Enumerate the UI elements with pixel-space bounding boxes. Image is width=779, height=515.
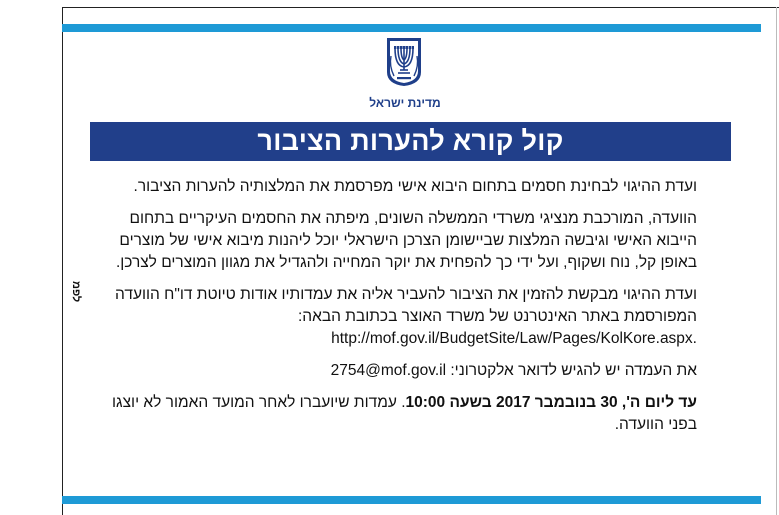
invitation-text: ועדת ההיגוי מבקשת להזמין את הציבור להעביר אליה את עמדותיו אודות טיוטת דו"ח הוועדה המפורסמת באתר האינטרנט של משרד האוצר בכתובת הבאה: [115,286,697,325]
paragraph-intro: ועדת ההיגוי לבחינת חסמים בתחום היבוא אישי מפרסמת את המלצותיה להערות הציבור. [133,178,697,195]
bottom-accent-bar [62,496,761,504]
paragraph-committee: הוועדה, המורכבת מנציגי משרדי הממשלה השונים, מיפתה את החסמים העיקריים בתחום הייבוא האישי וגיבשה המלצות שביישומן הצרכן הישראלי יוכל ליהנות מיבוא אישי של מוצרים באופן קל, נוח ושקוף, ועל ידי כך להפחית את יוקר המחייה ולהגדיל את מגוון המוצרים לצרכן. [115,210,697,271]
frame-left-border [62,7,63,515]
paragraph-invitation [110,284,697,350]
page-title [90,122,731,161]
state-name-label: מדינת ישראל [369,96,441,110]
top-accent-bar [62,24,761,32]
menorah-emblem-icon [384,36,424,88]
email-instruction: את העמדה יש להגיש לדואר אלקטרוני: [450,362,697,379]
paragraph-email [110,360,697,382]
report-url-link[interactable]: http://mof.gov.il/BudgetSite/Law/Pages/KolKore.aspx. [331,330,697,347]
announcement-body [110,176,697,446]
frame-right-border [776,7,777,515]
deadline-date: עד ליום ה', 30 בנובמבר 2017 בשעה 10:00 [405,394,697,411]
deadline-note: . עמדות שיועברו לאחר המועד האמור לא יוצגו בפני הוועדה. [112,394,697,433]
paragraph-deadline [110,392,697,436]
side-page-label: לפמ [70,280,82,302]
frame-top-border [62,7,779,8]
page-title-text: קול קורא להערות הציבור [257,126,564,156]
email-address-link[interactable]: 2754@mof.gov.il [330,362,447,379]
